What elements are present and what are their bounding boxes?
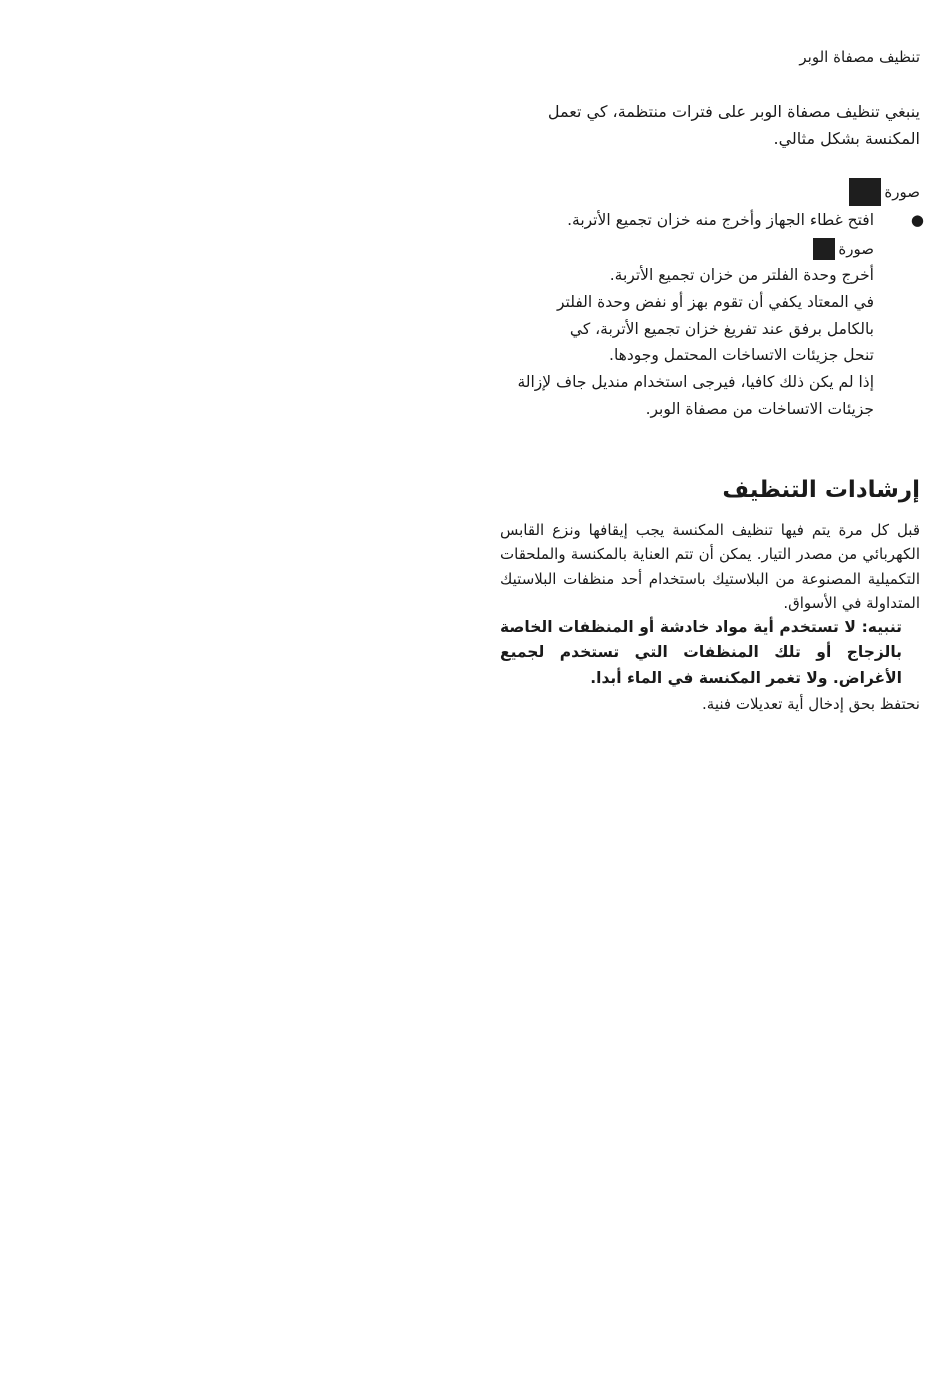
bullet-item	[454, 207, 924, 233]
step-line: في المعتاد يكفي أن تقوم بهز أو نفض وحدة الفلتر	[556, 292, 874, 311]
step-line: إذا لم يكن ذلك كافيا، فيرجى استخدام منديل جاف لإزالة	[517, 373, 874, 392]
step-line: بالكامل برفق عند تفريغ خزان تجميع الأتربة، كي	[569, 319, 874, 338]
bullet-text: افتح غطاء الجهاز وأخرج منه خزان تجميع الأتربة.	[567, 211, 874, 229]
cleaning-instructions-heading: إرشادات التنظيف	[722, 477, 920, 503]
figure-label: صورة	[838, 240, 874, 258]
figure-label: صورة	[884, 183, 920, 201]
cleaning-paragraph: قبل كل مرة يتم فيها تنظيف المكنسة يجب إيقافها ونزع القابس الكهربائي من مصدر التيار. يمكن أن تتم العناية بالمكنسة والملحقات التكميلية المصنوعة من البلاستيك باستخدام أحد منظفات البلاستيك المتداولة في الأسواق.	[500, 521, 920, 612]
bullet-icon: ●	[910, 211, 924, 229]
figure-placeholder-image	[849, 178, 881, 206]
step-line: أخرج وحدة الفلتر من خزان تجميع الأتربة.	[609, 266, 874, 284]
figure-reference-2	[494, 236, 874, 262]
lint-filter-title: تنظيف مصفاة الوبر	[799, 48, 920, 66]
lint-filter-intro: ينبغي تنظيف مصفاة الوبر على فترات منتظمة، كي تعمل المكنسة بشكل مثالي.	[547, 102, 920, 148]
technical-changes-note: نحتفظ بحق إدخال أية تعديلات فنية.	[702, 695, 920, 713]
step-line: جزيئات الاتساخات من مصفاة الوبر.	[645, 399, 874, 418]
warning-note: تنبيه: لا تستخدم أية مواد خادشة أو المنظفات الخاصة بالزجاج أو تلك المنظفات التي تستخدم لجميع الأغراض. ولا تغمر المكنسة في الماء أبدا.	[500, 618, 902, 687]
step-line: تنحل جزيئات الاتساخات المحتمل وجودها.	[609, 346, 874, 365]
figure-placeholder-image	[813, 238, 835, 260]
cleaning-steps	[494, 236, 874, 423]
figure-reference-1	[849, 178, 920, 206]
